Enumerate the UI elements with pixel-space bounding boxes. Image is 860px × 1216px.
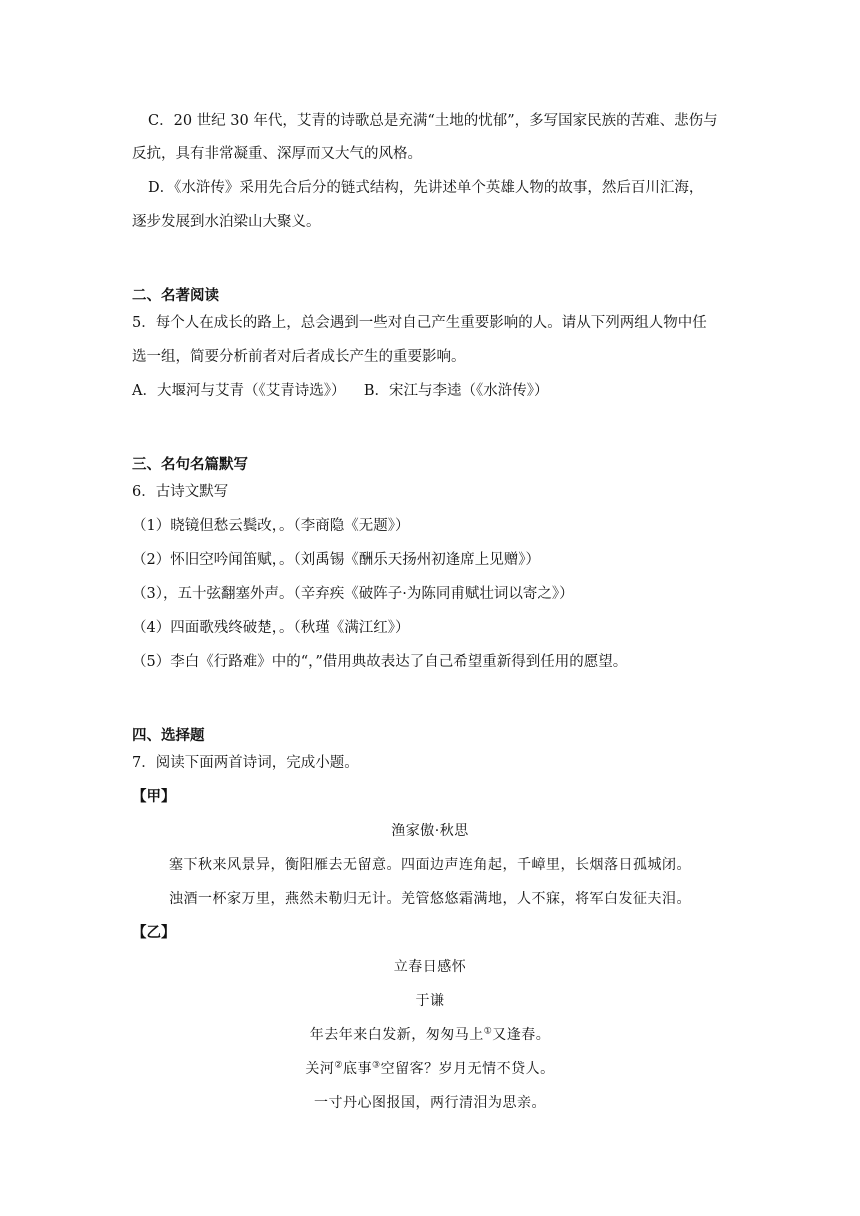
option-c-line1: C．20 世纪 30 年代，艾青的诗歌总是充满“土地的忧郁”，多写国家民族的苦难、悲伤与 bbox=[148, 113, 718, 129]
poem2-line3: 一寸丹心图报国，两行清泪为思亲。 bbox=[314, 1095, 546, 1111]
label-jia: 【甲】 bbox=[132, 789, 176, 805]
option-c-line2: 反抗，具有非常凝重、深厚而又大气的风格。 bbox=[132, 146, 422, 162]
poem2-title: 立春日感怀 bbox=[393, 959, 467, 975]
section-heading-3: 三、名句名篇默写 bbox=[132, 457, 248, 473]
question-6: 6．古诗文默写 bbox=[132, 484, 229, 500]
poem1-line2: 浊酒一杯家万里，燕然未勒归无计。羌管悠悠霜满地，人不寐，将军白发征夫泪。 bbox=[169, 891, 691, 907]
section-heading-4: 四、选择题 bbox=[132, 728, 205, 744]
question-5-line1: 5．每个人在成长的路上，总会遇到一些对自己产生重要影响的人。请从下列两组人物中任 bbox=[132, 315, 707, 331]
section-heading-2: 二、名著阅读 bbox=[132, 288, 219, 304]
poem1-line1: 塞下秋来风景异，衡阳雁去无留意。四面边声连角起，千嶂里，长烟落日孤城闭。 bbox=[169, 857, 691, 873]
poem2-line1-part-b: 又逢春。 bbox=[492, 1027, 551, 1043]
poem1-title: 渔家傲·秋思 bbox=[391, 823, 469, 839]
fill-item-3: （3），五十弦翻塞外声。（辛弃疾《破阵子·为陈同甫赋壮词以寄之》） bbox=[132, 586, 574, 602]
poem2-line2-part-c: 空留客？岁月无情不贷人。 bbox=[380, 1061, 555, 1077]
question-7: 7．阅读下面两首诗词，完成小题。 bbox=[132, 755, 359, 771]
fill-item-1: （1）晓镜但愁云鬓改，。（李商隐《无题》） bbox=[132, 518, 410, 534]
footnote-marker-2: ② bbox=[334, 1060, 343, 1071]
poem2-line1-part-a: 年去年来白发新，匆匆马上 bbox=[309, 1027, 484, 1043]
fill-item-2: （2）怀旧空吟闻笛赋，。（刘禹锡《酬乐天扬州初逢席上见赠》） bbox=[132, 552, 540, 568]
poem2-line2-part-b: 底事 bbox=[343, 1061, 372, 1077]
question-5-line2: 选一组，简要分析前者对后者成长产生的重要影响。 bbox=[132, 349, 466, 365]
poem2-line1 bbox=[0, 1025, 860, 1045]
fill-item-5: （5）李白《行路难》中的“，”借用典故表达了自己希望重新得到任用的愿望。 bbox=[132, 654, 628, 670]
poem2-author: 于谦 bbox=[415, 993, 445, 1009]
fill-item-4: （4）四面歌残终破楚，。（秋瑾《满江红》） bbox=[132, 620, 410, 636]
option-d-line2: 逐步发展到水泊梁山大聚义。 bbox=[132, 214, 321, 230]
label-yi: 【乙】 bbox=[132, 925, 176, 941]
question-5-options: A．大堰河与艾青（《艾青诗选》） B．宋江与李逵（《水浒传》） bbox=[132, 383, 549, 399]
poem2-line2-part-a: 关河 bbox=[305, 1061, 335, 1077]
poem2-line2 bbox=[0, 1059, 860, 1079]
footnote-marker-3: ③ bbox=[372, 1060, 381, 1071]
footnote-marker-1: ① bbox=[483, 1026, 493, 1037]
option-d-line1: D．《水浒传》采用先合后分的链式结构，先讲述单个英雄人物的故事，然后百川汇海， bbox=[148, 180, 704, 196]
